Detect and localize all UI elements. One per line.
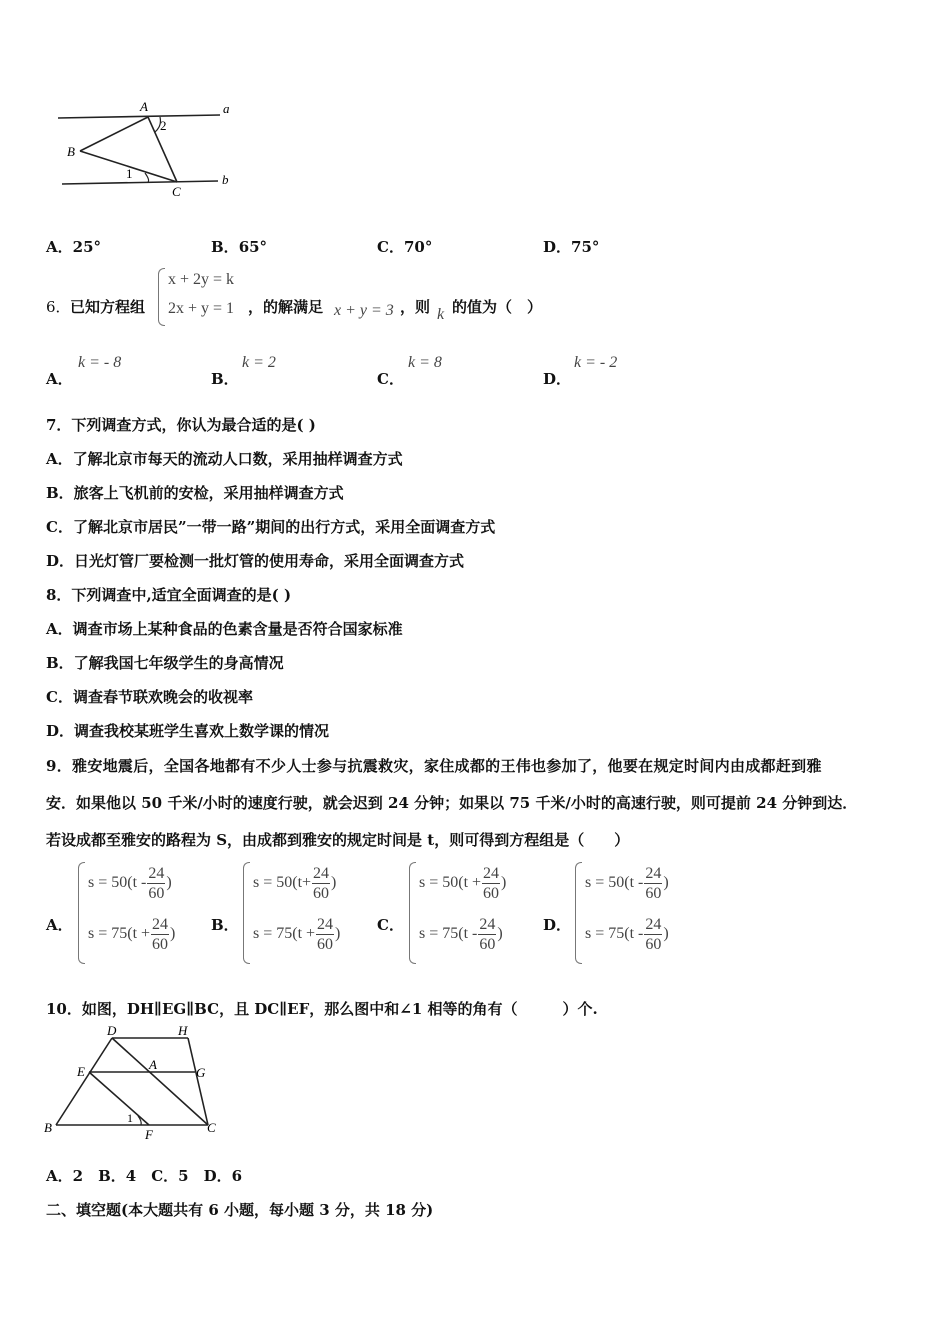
- q7-option-a: A．了解北京市每天的流动人口数，采用抽样调查方式: [46, 450, 403, 468]
- eq-part: ): [501, 874, 507, 892]
- eq-part: s = 50(t+: [253, 874, 312, 892]
- label-1: 1: [126, 166, 133, 181]
- label-A: A: [140, 99, 148, 114]
- frac-den: 60: [148, 885, 165, 902]
- label-2: 2: [160, 118, 167, 133]
- label-C: C: [207, 1120, 216, 1135]
- angle-1-arc: [145, 173, 149, 182]
- q6-option-text: k = - 2: [574, 354, 618, 371]
- q6-eq2: 2x + y = 1: [168, 300, 235, 317]
- brace: [158, 268, 165, 326]
- eq-part: ): [331, 874, 337, 892]
- label-A: A: [149, 1057, 157, 1072]
- eq-part: ): [663, 925, 669, 943]
- frac-num: 24: [645, 865, 662, 882]
- frac-num: 24: [313, 865, 330, 882]
- eq-part: ): [335, 925, 341, 943]
- q8-option-c: C．调查春节联欢晚会的收视率: [46, 688, 253, 706]
- q9-option-letter: D．: [543, 916, 572, 934]
- q10-stem: 10．如图，DH∥EG∥BC，且 DC∥EF，那么图中和∠1 相等的角有（ ）个.: [46, 1000, 598, 1018]
- q10-figure: [42, 1022, 222, 1144]
- q6-mid: ，的解满足: [248, 298, 324, 316]
- q8-option-b: B．了解我国七年级学生的身高情况: [46, 654, 284, 672]
- line-a: [58, 115, 220, 118]
- frac-den: 60: [317, 936, 334, 953]
- brace: [78, 862, 85, 964]
- label-b: b: [222, 172, 229, 187]
- eq-part: s = 75(t +: [253, 925, 316, 943]
- frac-den: 60: [483, 885, 500, 902]
- frac-num: 24: [479, 916, 496, 933]
- segment-AB: [80, 117, 148, 151]
- q9-line-2: 安．如果他以 50 千米/小时的速度行驶，就会迟到 24 分钟；如果以 75 千米/小时的高速行驶，则可提前 24 分钟到达．: [46, 794, 858, 812]
- q6-eq1: x + 2y = k: [168, 271, 235, 288]
- eq-part: ): [166, 874, 172, 892]
- q5-option-text: 65°: [238, 238, 268, 256]
- eq-part: s = 50(t +: [419, 874, 482, 892]
- q5-option-letter: B．: [211, 238, 239, 256]
- label-B: B: [44, 1120, 52, 1135]
- frac-num: 24: [317, 916, 334, 933]
- frac-num: 24: [148, 865, 165, 882]
- q9-option-b-system: [243, 862, 368, 964]
- q6-option-text: k = - 8: [78, 354, 122, 371]
- frac-num: 24: [152, 916, 169, 933]
- segment-HC: [188, 1038, 208, 1125]
- segment-BD: [56, 1038, 112, 1125]
- q9-option-d-system: [575, 862, 700, 964]
- frac-den: 60: [152, 936, 169, 953]
- label-H: H: [178, 1023, 188, 1038]
- q6-then: ，则: [400, 298, 431, 316]
- frac-den: 60: [645, 936, 662, 953]
- q9-line-3: 若设成都至雅安的路程为 S，由成都到雅安的规定时间是 t，则可得到方程组是（ ）: [46, 831, 630, 849]
- section-2-heading: 二、填空题(本大题共有 6 小题，每小题 3 分，共 18 分): [46, 1201, 434, 1219]
- q5-option-text: 75°: [571, 238, 600, 256]
- q6-option-letter: A．: [46, 370, 73, 388]
- q6-option-letter: B．: [211, 370, 239, 388]
- q7-option-c: C．了解北京市居民”一带一路”期间的出行方式，采用全面调查方式: [46, 518, 496, 536]
- eq-part: ): [497, 925, 503, 943]
- q5-option-text: 25°: [72, 238, 102, 256]
- q5-figure: [50, 96, 250, 200]
- q6-lead: 已知方程组: [70, 298, 146, 316]
- q9-option-letter: C．: [377, 916, 404, 934]
- eq-part: s = 75(t -: [419, 925, 478, 943]
- line-b: [62, 181, 218, 184]
- q8-option-a: A．调查市场上某种食品的色素含量是否符合国家标准: [46, 620, 403, 638]
- label-a: a: [223, 101, 230, 116]
- eq-part: s = 50(t -: [88, 874, 147, 892]
- q7-stem: 7．下列调查方式，你认为最合适的是( ): [46, 416, 316, 434]
- frac-den: 60: [645, 885, 662, 902]
- eq-part: s = 75(t -: [585, 925, 644, 943]
- brace: [409, 862, 416, 964]
- q6-number: 6．: [46, 298, 71, 316]
- q6-option-letter: C．: [377, 370, 404, 388]
- q5-option-letter: A．: [46, 238, 73, 256]
- q5-option-letter: C．: [377, 238, 404, 256]
- q10-options: A．2 B．4 C．5 D．6: [46, 1167, 243, 1185]
- q5-option-text: 70°: [403, 238, 433, 256]
- q6-option-letter: D．: [543, 370, 572, 388]
- q6-condition: x + y = 3: [334, 302, 394, 319]
- q8-option-d: D．调查我校某班学生喜欢上数学课的情况: [46, 722, 330, 740]
- q6-tail: 的值为（ ）: [452, 298, 543, 316]
- q9-option-letter: A．: [46, 916, 73, 934]
- label-1: 1: [127, 1111, 133, 1125]
- q6-variable: k: [437, 306, 445, 323]
- q7-option-d: D．日光灯管厂要检测一批灯管的使用寿命，采用全面调查方式: [46, 552, 465, 570]
- eq-part: s = 50(t -: [585, 874, 644, 892]
- frac-num: 24: [483, 865, 500, 882]
- q6-option-text: k = 8: [408, 354, 442, 371]
- eq-part: s = 75(t +: [88, 925, 151, 943]
- frac-den: 60: [479, 936, 496, 953]
- label-E: E: [77, 1064, 85, 1079]
- label-B: B: [67, 144, 75, 159]
- q8-stem: 8．下列调查中,适宜全面调查的是( ): [46, 586, 292, 604]
- q6-system: [158, 268, 258, 326]
- label-C: C: [172, 184, 181, 199]
- q9-option-c-system: [409, 862, 534, 964]
- frac-den: 60: [313, 885, 330, 902]
- label-D: D: [107, 1023, 117, 1038]
- brace: [243, 862, 250, 964]
- q9-option-letter: B．: [211, 916, 239, 934]
- segment-EF: [89, 1072, 149, 1125]
- q9-option-a-system: [78, 862, 203, 964]
- label-G: G: [196, 1065, 206, 1080]
- brace: [575, 862, 582, 964]
- q6-option-text: k = 2: [242, 354, 276, 371]
- label-F: F: [145, 1127, 153, 1142]
- q5-option-letter: D．: [543, 238, 572, 256]
- eq-part: ): [663, 874, 669, 892]
- q9-line-1: 9．雅安地震后，全国各地都有不少人士参与抗震救灾，家住成都的王伟也参加了，他要在规定时间内由成都赶到雅: [46, 757, 822, 775]
- eq-part: ): [170, 925, 176, 943]
- frac-num: 24: [645, 916, 662, 933]
- q7-option-b: B．旅客上飞机前的安检，采用抽样调查方式: [46, 484, 344, 502]
